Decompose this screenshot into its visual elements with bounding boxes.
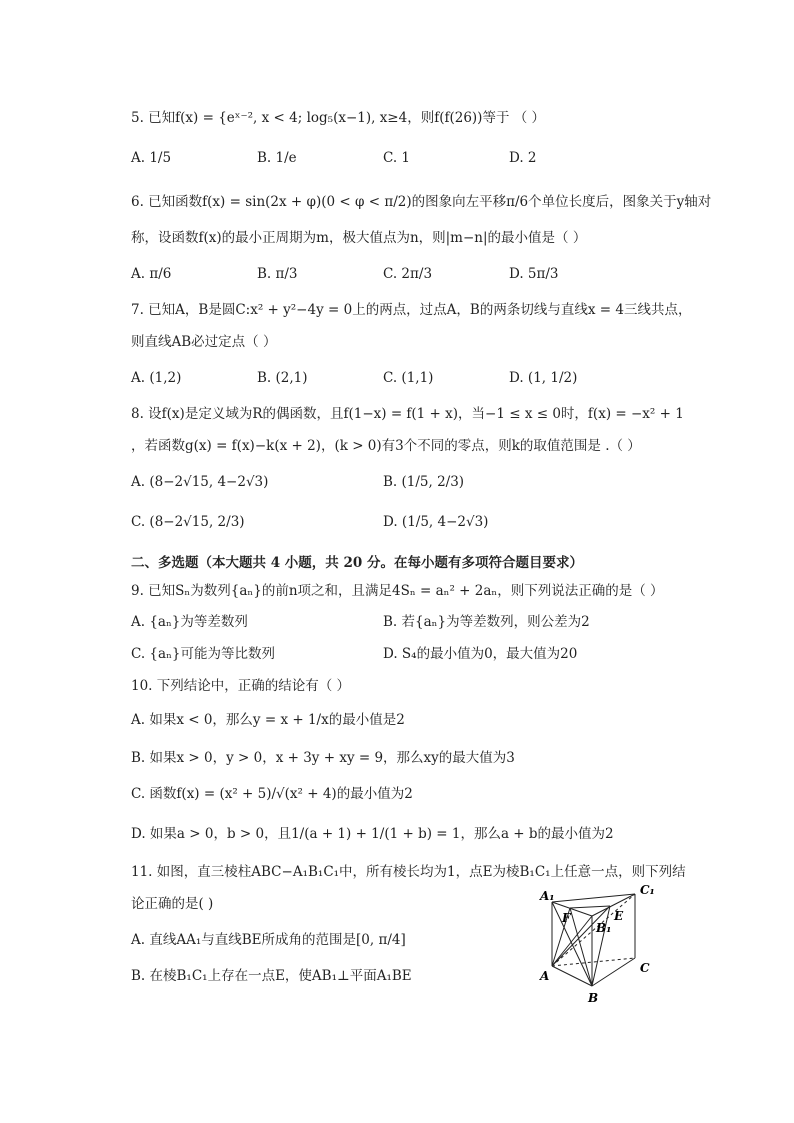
label-c1: C₁ [640, 883, 655, 897]
q10-option-c: C. 函数f(x) = (x² + 5)/√(x² + 4)的最小值为2 [131, 786, 413, 802]
q9-option-d: D. S₄的最小值为0，最大值为20 [383, 646, 578, 662]
label-e: E [614, 909, 624, 923]
line-ae [552, 906, 610, 966]
label-c: C [640, 961, 650, 975]
label-a: A [540, 969, 550, 983]
edge-bc [592, 958, 635, 986]
q11-option-a: A. 直线AA₁与直线BE所成角的范围是[0, π/4] [131, 932, 406, 948]
label-a1: A₁ [540, 889, 555, 903]
q10-option-a: A. 如果x < 0，那么y = x + 1/x的最小值是2 [131, 712, 405, 728]
q7-option-d: D. (1, 1/2) [509, 370, 578, 386]
q6-option-d: D. 5π/3 [509, 266, 559, 282]
q7-option-c: C. (1,1) [383, 370, 434, 386]
q10-stem: 10. 下列结论中，正确的结论有（ ） [131, 678, 351, 694]
label-b1: B₁ [596, 921, 612, 935]
label-f: F [562, 911, 571, 925]
q11-stem-line2: 论正确的是( ) [131, 896, 214, 912]
q9-stem: 9. 已知Sₙ为数列{aₙ}的前n项之和，且满足4Sₙ = aₙ² + 2aₙ，则下列说法正确的是（ ） [131, 583, 664, 599]
q8-option-b: B. (1/5, 2/3) [383, 474, 465, 490]
edge-ac-hidden [552, 958, 635, 966]
edge-ab [552, 966, 592, 986]
label-b: B [588, 991, 599, 1005]
line-fe [570, 906, 610, 908]
q5-option-b: B. 1/e [257, 150, 297, 166]
section-heading-multi-choice: 二、多选题（本大题共 4 小题，共 20 分。在每小题有多项符合题目要求） [131, 555, 583, 571]
q8-stem-line2: ，若函数g(x) = f(x)−k(x + 2)，(k > 0)有3个不同的零点，则k的取值范围是 .（ ） [131, 438, 641, 454]
prism-diagram [530, 880, 670, 1005]
q10-option-d: D. 如果a > 0，b > 0，且1/(a + 1) + 1/(1 + b) = 1，那么a + b的最小值为2 [131, 826, 614, 842]
line-ac1-hidden [552, 894, 635, 966]
q9-option-c: C. {aₙ}可能为等比数列 [131, 646, 275, 662]
q10-option-b: B. 如果x > 0，y > 0，x + 3y + xy = 9，那么xy的最大值为3 [131, 750, 515, 766]
q9-option-a: A. {aₙ}为等差数列 [131, 614, 248, 630]
q6-option-b: B. π/3 [257, 266, 298, 282]
q5-option-c: C. 1 [383, 150, 411, 166]
q5-option-d: D. 2 [509, 150, 537, 166]
q11-option-b: B. 在棱B₁C₁上存在一点E，使AB₁⊥平面A₁BE [131, 968, 412, 984]
q5-stem: 5. 已知f(x) = {eˣ⁻², x < 4; log₅(x−1), x≥4，则f(f(26))等于 （ ） [131, 110, 546, 126]
line-ab1 [552, 916, 592, 966]
q6-option-c: C. 2π/3 [383, 266, 433, 282]
q7-option-b: B. (2,1) [257, 370, 308, 386]
q5-option-a: A. 1/5 [131, 150, 172, 166]
prism-figure [530, 880, 670, 1005]
q7-stem-line2: 则直线AB必过定点（ ） [131, 334, 277, 350]
q8-option-d: D. (1/5, 4−2√3) [383, 514, 489, 530]
q7-option-a: A. (1,2) [131, 370, 182, 386]
q8-stem-line1: 8. 设f(x)是定义域为R的偶函数，且f(1−x) = f(1 + x)，当−1 ≤ x ≤ 0时，f(x) = −x² + 1 [131, 406, 684, 422]
q8-option-a: A. (8−2√15, 4−2√3) [131, 474, 269, 490]
q11-stem-line1: 11. 如图，直三棱柱ABC−A₁B₁C₁中，所有棱长均为1，点E为棱B₁C₁上任意一点，则下列结 [131, 864, 686, 880]
q6-stem-line1: 6. 已知函数f(x) = sin(2x + φ)(0 < φ < π/2)的图象向左平移π/6个单位长度后，图象关于y轴对 [131, 194, 712, 210]
q6-stem-line2: 称，设函数f(x)的最小正周期为m，极大值点为n，则|m−n|的最小值是（ ） [131, 230, 587, 246]
q9-option-b: B. 若{aₙ}为等差数列，则公差为2 [383, 614, 590, 630]
q6-option-a: A. π/6 [131, 266, 172, 282]
q7-stem-line1: 7. 已知A，B是圆C:x² + y²−4y = 0上的两点，过点A，B的两条切线与直线x = 4三线共点， [131, 302, 692, 318]
q8-option-c: C. (8−2√15, 2/3) [131, 514, 245, 530]
